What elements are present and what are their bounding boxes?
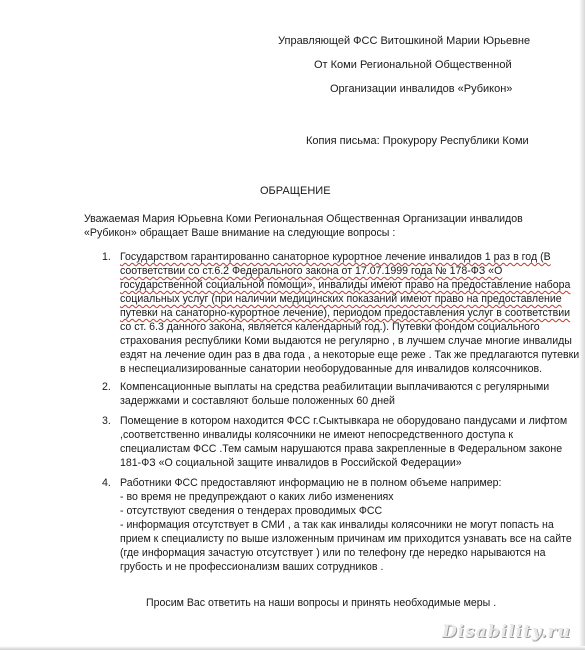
item-4-line: грубость и не профессионализм ваших сотрудников . [120,561,384,573]
item-2-line: задержками и составляют больше положенных 60 дней [120,395,395,407]
intro-line-1: Уважаемая Мария Юрьевна Коми Региональная Общественная Организации инвалидов [84,213,523,225]
item-1-line: в неспециализированные санатории необорудованные для инвалидов колясочников. [120,363,543,375]
item-1-line: страхования республики Коми выдаются не регулярно , в лучшем случае многие инвалиды [120,335,572,347]
sender-organization-line: Организации инвалидов «Рубикон» [330,83,513,95]
item-1-text: Государством гарантированно санаторное курортное лечение инвалидов 1 раз в год (В [120,251,551,263]
item-1-text: путевки на санаторно-курортное лечение), периодом предоставления услуг в соответствии [120,307,571,319]
item-1-text: государственной социальной помощи», инвалиды имеют право на предоставление набора [120,279,571,291]
item-4-line: - информация отсутствует в СМИ , а так как инвалиды колясочники не могут попасть на [120,519,554,531]
page-edge-shadow [579,0,585,650]
item-1-line [120,264,502,278]
item-number: 2. [102,381,111,393]
sender-line: От Коми Региональной Общественной [314,59,512,71]
item-1-text: социальных услуг (при наличии медицинских показаний имеют право на предоставление [120,293,562,305]
recipient-line: Управляющей ФСС Витошкиной Марии Юрьевне [278,35,531,47]
item-3-line: 181-ФЗ «О социальной защите инвалидов в Российской Федерации» [120,457,462,469]
item-number: 4. [102,477,111,489]
page-bottom-shadow [0,646,585,650]
item-2-line: Компенсационные выплаты на средства реабилитации выплачиваются с регулярными [120,381,550,393]
item-1-line: ездят на лечение один раз в два года , а некоторые еще реже . Так же предлагаются путевки [120,349,580,361]
item-1-line [120,250,551,264]
item-4-line: - отсутствуют сведения о тендерах проводимых ФСС [120,505,383,517]
document-title: ОБРАЩЕНИЕ [260,185,331,197]
item-number: 3. [102,415,111,427]
item-1-line: со ст. 6.3 данного закона, является календарный год.). Путевки фондом социального [120,321,540,333]
item-4-line: (где информация зачастую отсутствует ) или по телефону где нередко нарываются на [120,547,546,559]
item-1-text: соответствии со ст.6.2 Федерального закона от 17.07.1999 года № 178-ФЗ «О [120,265,503,277]
item-1-line [120,278,570,292]
item-3-line: специалистам ФСС .Тем самым нарушаются права закрепленные в Федеральном законе [120,443,563,455]
item-3-line: Помещение в котором находится ФСС г.Сыктывкара не оборудовано пандусами и лифтом [120,415,568,427]
item-4-line: Работники ФСС предоставляют информацию не в полном объеме например: [120,477,502,489]
copy-line: Копия письма: Прокурору Республики Коми [306,135,529,147]
site-watermark: Disability.ru [441,622,571,642]
intro-line-2: «Рубикон» обращает Ваше внимание на следующие вопросы : [84,227,396,239]
item-4-line: - во время не предупреждают о каких либо изменениях [120,491,394,503]
item-1-line [120,306,570,320]
item-4-line: прием к специалисту по выше изложенным причинам им приходится узнавать все на сайте [120,533,572,545]
item-number: 1. [102,251,111,263]
closing-line: Просим Вас ответить на наши вопросы и принять необходимые меры . [146,597,497,609]
item-1-line [120,292,562,306]
item-3-line: ,соответственно инвалиды колясочники не имеют непосредственного доступа к [120,429,513,441]
